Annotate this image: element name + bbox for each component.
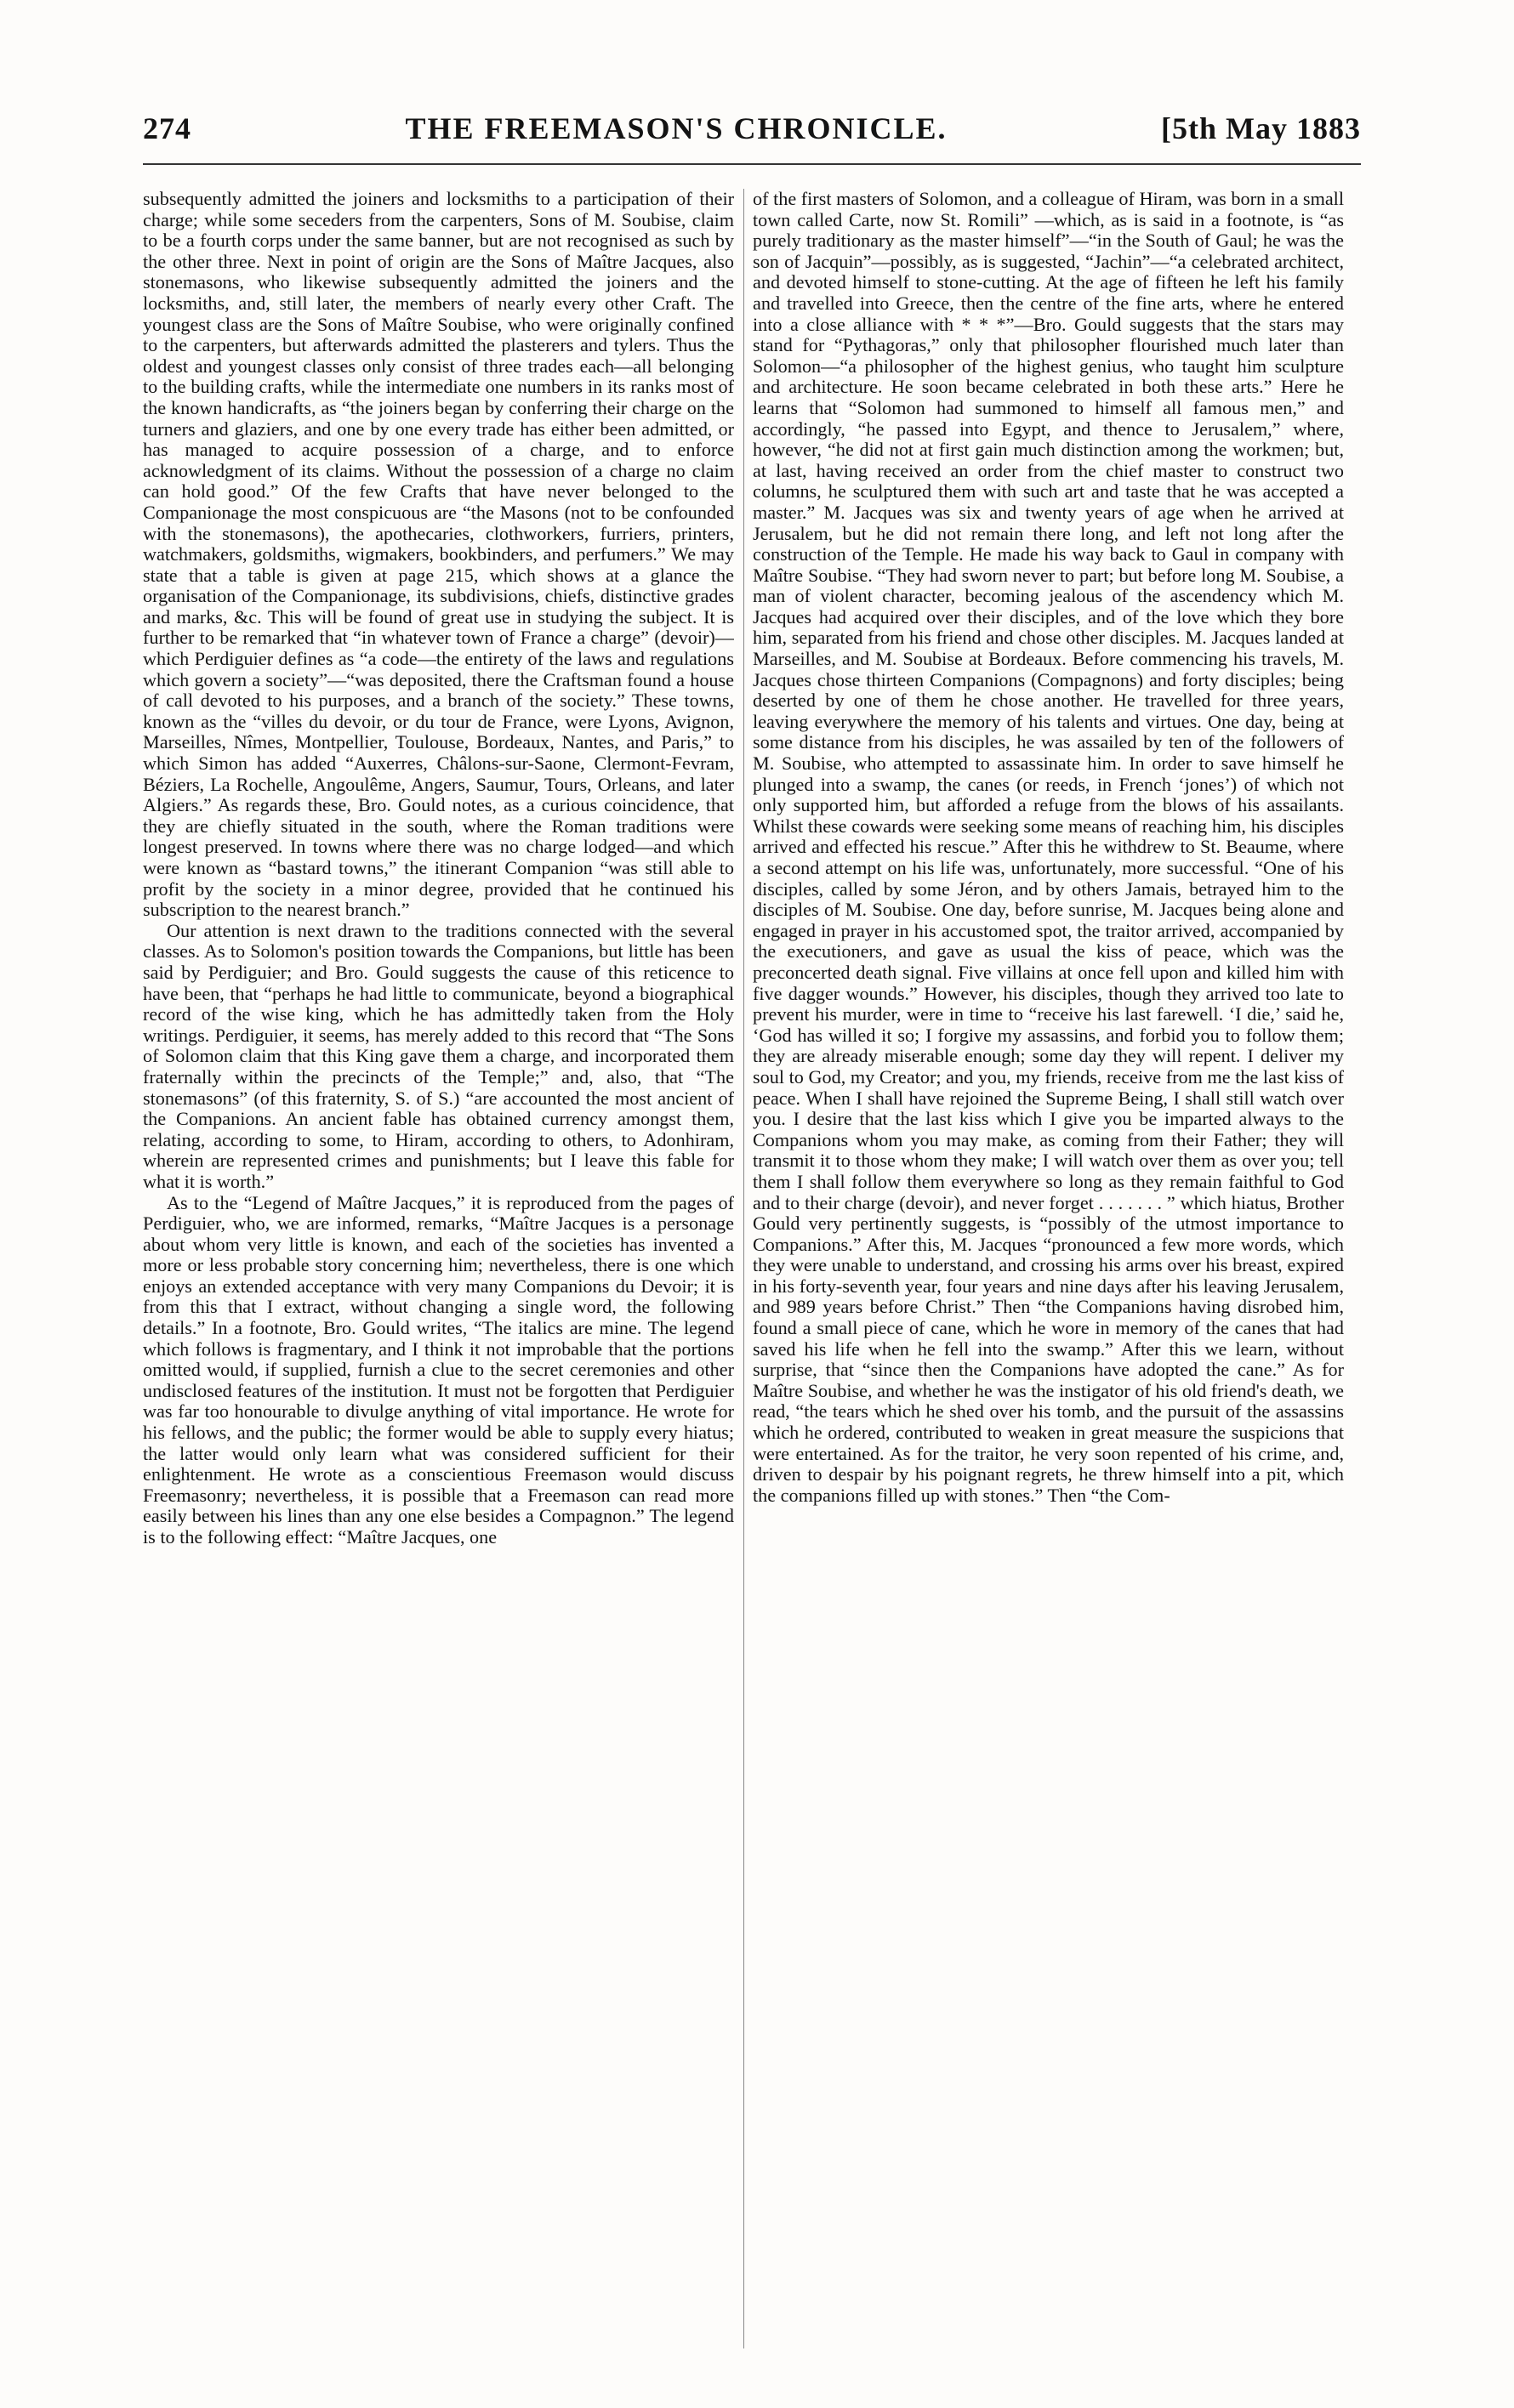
left-column	[143, 189, 734, 2348]
left-paragraph-3: As to the “Legend of Maître Jacques,” it is reproduced from the pages of Perdiguier, who, we are informed, remarks, “Maître Jacques is a personage about whom very little is known, and each of the societies has invented a more or less probable story concerning him; nevertheless, there is one which enjoys an extended acceptance with very many Companions du Devoir; it is from this that I extract, without changing a single word, the following details.” In a footnote, Bro. Gould writes, “The italics are mine. The legend which follows is fragmentary, and I think it not improbable that the portions omitted would, if supplied, furnish a clue to the secret ceremonies and other undisclosed features of the institution. It must not be forgotten that Perdiguier was far too honourable to divulge anything of vital importance. He wrote for his fellows, and the public; the former would be able to supply every hiatus; the latter would only learn what was considered sufficient for their enlightenment. He wrote as a conscientious Freemason would discuss Freemasonry; nevertheless, it is possible that a Freemason can read more easily between his lines than any one else besides a Compagnon.” The legend is to the following effect: “Maître Jacques, one	[143, 1191, 734, 1548]
page-number: 274	[143, 111, 191, 145]
masthead	[143, 111, 1361, 158]
left-paragraph-1: subsequently admitted the joiners and locksmiths to a participation of their charge; while some seceders from the carpenters, Sons of M. Soubise, claim to be a fourth corps under the same banner, but are not recognised as such by the other three. Next in point of origin are the Sons of Maître Jacques, also stonemasons, who likewise subsequently admitted the joiners and the locksmiths, and, still later, the members of nearly every other Craft. The youngest class are the Sons of Maître Soubise, who were originally confined to the carpenters, but afterwards admitted the plasterers and tylers. Thus the oldest and youngest classes only consist of three trades each—all belonging to the building crafts, while the intermediate one numbers in its ranks most of the known handicrafts, as “the joiners began by conferring their charge on the turners and glaziers, and one by one every trade has either been admitted, or has managed to acquire possession of a charge, and to enforce acknowledgment of its claims. Without the possession of a charge no claim can hold good.” Of the few Crafts that have never belonged to the Companionage the most conspicuous are “the Masons (not to be confounded with the stonemasons), the apothecaries, clothworkers, furriers, printers, watchmakers, goldsmiths, wigmakers, bookbinders, and perfumers.” We may state that a table is given at page 215, which shows at a glance the organisation of the Companionage, its subdivisions, chiefs, distinctive grades and marks, &c. This will be found of great use in studying the subject. It is further to be remarked that “in whatever town of France a charge” (devoir)—which Perdiguier defines as “a code—the entirety of the laws and regulations which govern a society”—“was deposited, there the Craftsman found a house of call devoted to his purposes, and a branch of the society.” These towns, known as the “villes du devoir, or du tour de France, were Lyons, Avignon, Marseilles, Nîmes, Montpellier, Toulouse, Bordeaux, Nantes, and Paris,” to which Simon has added “Auxerres, Châlons-sur-Saone, Clermont-Fevram, Béziers, La Rochelle, Angoulême, Angers, Saumur, Tours, Orleans, and later Algiers.” As regards these, Bro. Gould notes, as a curious coincidence, that they are chiefly situated in the south, where the Roman traditions were longest preserved. In towns where there was no charge lodged—and which were known as “bastard towns,” the itinerant Companion “was still able to profit by the society in a minor degree, provided that he continued his subscription to the nearest branch.”	[143, 189, 734, 921]
header-rule	[143, 163, 1361, 165]
issue-date: [5th May 1883	[1161, 111, 1361, 145]
right-column	[753, 189, 1344, 2348]
left-paragraph-2: Our attention is next drawn to the traditions connected with the several classes. As to Solomon's position towards the Companions, but little has been said by Perdiguier; and Bro. Gould suggests the cause of this reticence to have been, that “perhaps he had little to communicate, beyond a biographical record of the wise king, which he has admittedly taken from the Holy writings. Perdiguier, it seems, has merely added to this record that “The Sons of Solomon claim that this King gave them a charge, and incorporated them fraternally within the precincts of the Temple;” and, also, that “The stonemasons” (of this fraternity, S. of S.) “are accounted the most ancient of the Companions. An ancient fable has obtained currency amongst them, relating, according to some, to Hiram, according to others, to Adonhiram, wherein are represented crimes and punishments; but I leave this fable for what it is worth.”	[143, 919, 734, 1192]
right-paragraph-1: of the first masters of Solomon, and a colleague of Hiram, was born in a small town called Carte, now St. Romili” —which, as is said in a footnote, is “as purely traditionary as the master himself”—“in the South of Gaul; he was the son of Jacquin”—possibly, as is suggested, “Jachin”—“a celebrated architect, and devoted himself to stone-cutting. At the age of fifteen he left his family and travelled into Greece, then the centre of the fine arts, where he entered into a close alliance with * * *”—Bro. Gould suggests that the stars may stand for “Pythagoras,” only that philosopher flourished much later than Solomon—“a philosopher of the highest genius, who taught him sculpture and architecture. He soon became celebrated in both these arts.” Here he learns that “Solomon had summoned to himself all famous men,” and accordingly, “he passed into Egypt, and thence to Jerusalem,” where, however, “he did not at first gain much distinction among the workmen; but, at last, having received an order from the chief master to construct two columns, he sculptured them with such art and taste that he was accepted a master.” M. Jacques was six and twenty years of age when he arrived at Jerusalem, but he did not remain there long, and left not long after the construction of the Temple. He made his way back to Gaul in company with Maître Soubise. “They had sworn never to part; but before long M. Soubise, a man of violent character, becoming jealous of the ascendency which M. Jacques had acquired over their disciples, and of the love which they bore him, separated from his friend and chose other disciples. M. Jacques landed at Marseilles, and M. Soubise at Bordeaux. Before commencing his travels, M. Jacques chose thirteen Companions (Compagnons) and forty disciples; being deserted by one of them he chose another. He travelled for three years, leaving everywhere the memory of his talents and virtues. One day, being at some distance from his disciples, he was assailed by ten of the followers of M. Soubise, who attempted to assassinate him. In order to save himself he plunged into a swamp, the canes (or reeds, in French ‘jones’) of which not only supported him, but afforded a refuge from the blows of his assailants. Whilst these cowards were seeking some means of reaching him, his disciples arrived and effected his rescue.” After this he withdrew to St. Beaume, where a second attempt on his life was, unfortunately, more successful. “One of his disciples, called by some Jéron, and by others Jamais, betrayed him to the disciples of M. Soubise. One day, before sunrise, M. Jacques being alone and engaged in prayer in his accustomed spot, the traitor arrived, accompanied by the executioners, and gave as usual the kiss of peace, which was the preconcerted death signal. Five villains at once fell upon and killed him with five dagger wounds.” However, his disciples, though they arrived too late to prevent his murder, were in time to “receive his last farewell. ‘I die,’ said he, ‘God has willed it so; I forgive my assassins, and forbid you to follow them; they are already miserable enough; some day they will repent. I deliver my soul to God, my Creator; and you, my friends, receive from me the last kiss of peace. When I shall have rejoined the Supreme Being, I shall still watch over you. I desire that the last kiss which I give you be imparted always to the Companions whom you may make, as coming from their Father; they will transmit it to those whom they make; I will watch over them as over you; tell them I shall follow them everywhere so long as they remain faithful to God and to their charge (devoir), and never forget . . . . . . . ” which hiatus, Brother Gould very pertinently suggests, is “possibly of the utmost importance to Companions.” After this, M. Jacques “pronounced a few more words, which they were unable to understand, and crossing his arms over his breast, expired in his forty-seventh year, four years and nine days after his leaving Jerusalem, and 989 years before Christ.” Then “the Companions having disrobed him, found a small piece of cane, which he wore in memory of the canes that had saved his life when he fell into the swamp.” After this we learn, without surprise, that “since then the Companions have adopted the cane.” As for Maître Soubise, and whether he was the instigator of his old friend's death, we read, “the tears which he shed over his tomb, and the pursuit of the assassins which he ordered, contributed to weaken in great measure the suspicions that were entertained. As for the traitor, he very soon repented of his crime, and, driven to despair by his poignant regrets, he threw himself into a pit, which the companions filled up with stones.” Then “the Com-	[753, 189, 1344, 1506]
column-divider	[743, 189, 744, 2348]
publication-title: THE FREEMASON'S CHRONICLE.	[405, 111, 948, 145]
